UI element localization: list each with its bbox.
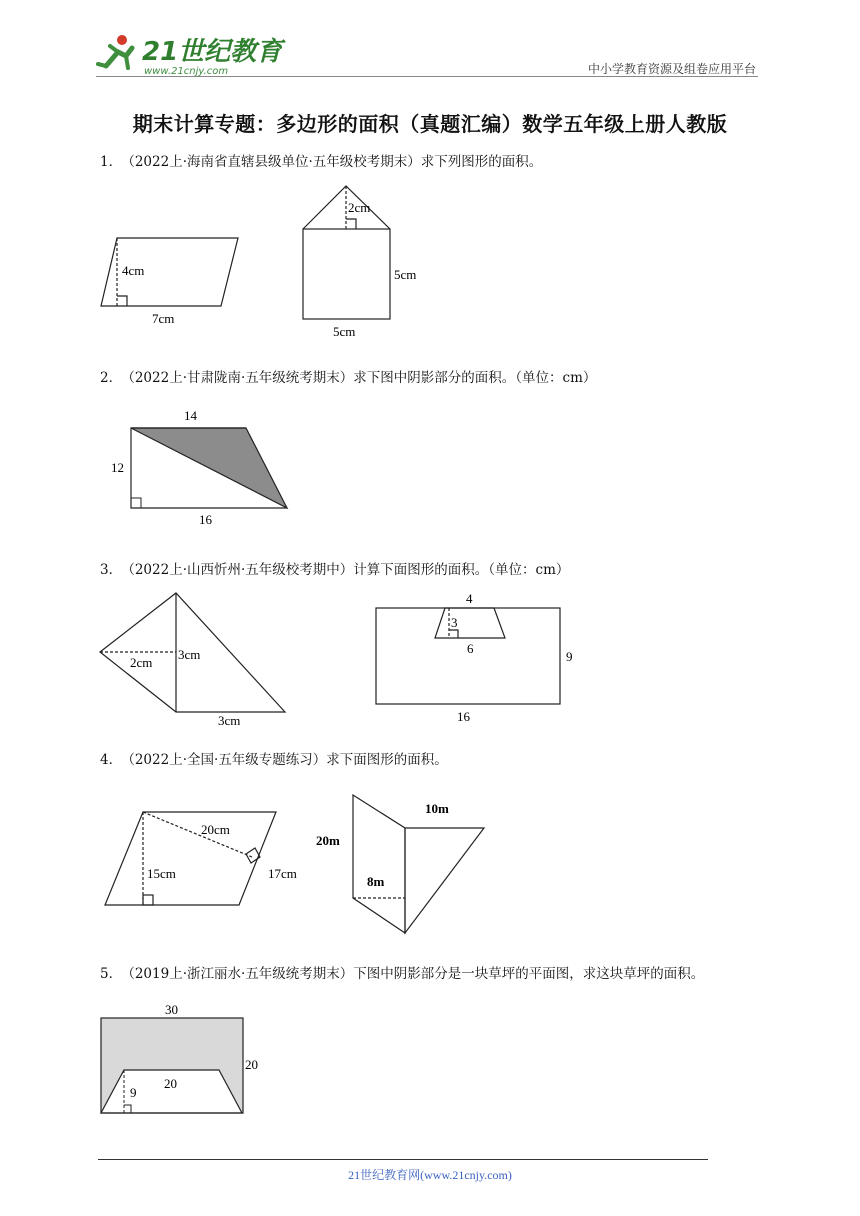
q3-figures bbox=[0, 585, 860, 735]
question-text: （2022上·山西忻州·五年级校考期中）计算下面图形的面积。（单位：cm） bbox=[128, 562, 570, 578]
q5-label-right20: 20 bbox=[245, 1057, 258, 1072]
question-text: （2022上·甘肃陇南·五年级统考期末）求下图中阴影部分的面积。（单位：cm） bbox=[128, 370, 597, 386]
q1-label-tri-height: 2cm bbox=[348, 200, 371, 215]
q4-label-17cm: 17cm bbox=[268, 866, 297, 881]
question-1 bbox=[100, 150, 542, 170]
q3-label-h3: 3 bbox=[451, 615, 458, 630]
question-number: 5． bbox=[100, 966, 123, 982]
q5-label-mid20: 20 bbox=[164, 1076, 177, 1091]
question-text: （2022上·海南省直辖县级单位·五年级校考期末）求下列图形的面积。 bbox=[128, 154, 543, 170]
header-tagline: 中小学教育资源及组卷应用平台 bbox=[587, 62, 756, 76]
q5-label-h9: 9 bbox=[130, 1085, 137, 1100]
question-number: 4． bbox=[100, 752, 123, 768]
q5-figure bbox=[0, 996, 860, 1121]
footer-divider bbox=[98, 1159, 708, 1160]
q3-label-3cm-height: 3cm bbox=[178, 647, 201, 662]
question-3 bbox=[100, 558, 569, 578]
q2-shaded-triangle bbox=[131, 428, 287, 508]
question-number: 1． bbox=[100, 154, 123, 170]
question-2 bbox=[100, 366, 596, 386]
q4-label-10m: 10m bbox=[425, 801, 449, 816]
q3-rectangle-trapezoid bbox=[376, 608, 560, 704]
question-5 bbox=[100, 962, 704, 982]
footer-link[interactable]: 21世纪教育网(www.21cnjy.com) bbox=[348, 1168, 512, 1182]
q1-label-height: 4cm bbox=[122, 263, 145, 278]
logo-sub-text: www.21cnjy.com bbox=[144, 66, 229, 77]
q2-label-top: 14 bbox=[184, 408, 197, 423]
q2-label-left: 12 bbox=[111, 460, 124, 475]
question-text: （2019上·浙江丽水·五年级统考期末）下图中阴影部分是一块草坪的平面图，求这块草坪的面积。 bbox=[128, 966, 705, 982]
q3-label-2cm: 2cm bbox=[130, 655, 153, 670]
q1-square-triangle bbox=[303, 186, 390, 319]
logo-runner-icon bbox=[92, 30, 283, 78]
q2-label-bottom: 16 bbox=[199, 512, 212, 527]
q3-label-top4: 4 bbox=[466, 591, 473, 606]
q1-label-side-bottom: 5cm bbox=[333, 324, 356, 339]
q3-label-3cm-base: 3cm bbox=[218, 713, 241, 728]
page-title: 期末计算专题：多边形的面积（真题汇编）数学五年级上册人教版 bbox=[132, 112, 728, 136]
logo bbox=[92, 30, 283, 78]
q4-label-20m: 20m bbox=[316, 833, 340, 848]
q3-label-bottom16: 16 bbox=[457, 709, 470, 724]
q4-parallelogram bbox=[105, 812, 276, 905]
q5-label-top30: 30 bbox=[165, 1002, 178, 1017]
q1-label-side-right: 5cm bbox=[394, 267, 417, 282]
q4-label-15cm: 15cm bbox=[147, 866, 176, 881]
q4-label-8m: 8m bbox=[367, 874, 385, 889]
q4-label-20cm: 20cm bbox=[201, 822, 230, 837]
logo-main-text: 21世纪教育 bbox=[142, 37, 283, 67]
q4-triangle-pair bbox=[353, 795, 484, 933]
q1-label-base: 7cm bbox=[152, 311, 175, 326]
question-text: （2022上·全国·五年级专题练习）求下面图形的面积。 bbox=[128, 752, 448, 768]
q4-figures bbox=[0, 785, 860, 940]
q1-figures bbox=[0, 180, 860, 345]
question-number: 2． bbox=[100, 370, 123, 386]
q3-label-right9: 9 bbox=[566, 649, 573, 664]
question-number: 3． bbox=[100, 562, 123, 578]
header-divider bbox=[96, 76, 758, 77]
q3-label-bot6: 6 bbox=[467, 641, 474, 656]
q2-figure bbox=[0, 400, 860, 530]
question-4 bbox=[100, 748, 448, 768]
q2-right-angle bbox=[131, 498, 141, 508]
